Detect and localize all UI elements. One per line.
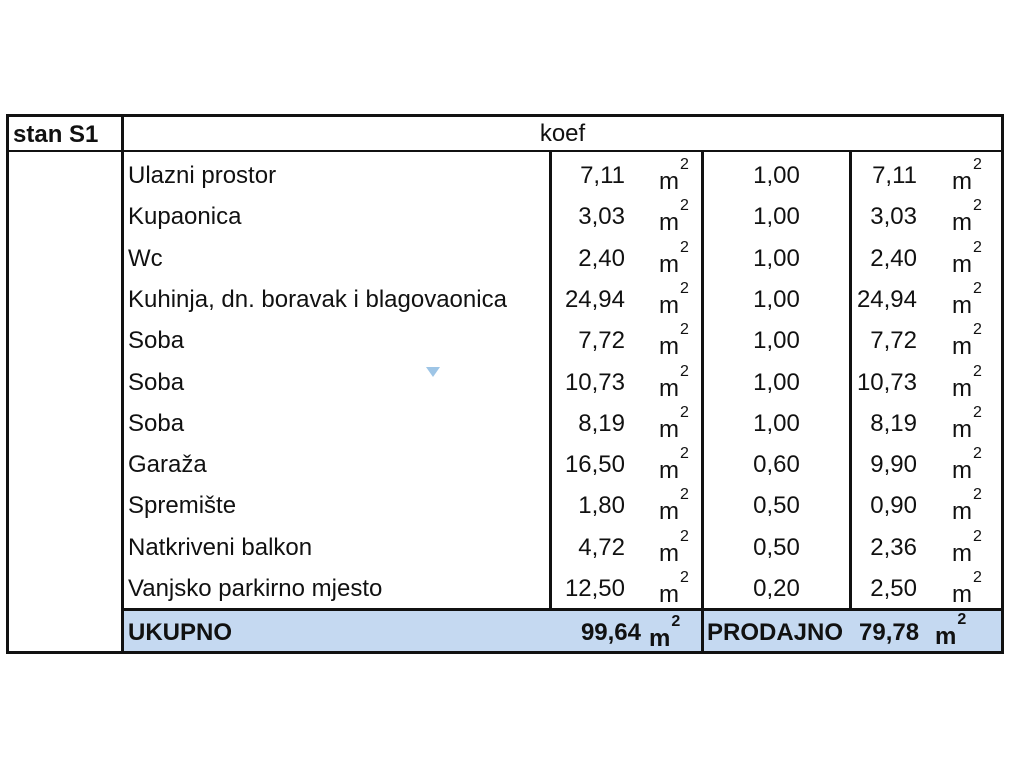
room-area-unit: $m^2$	[659, 197, 689, 236]
room-area: 7,11	[580, 162, 625, 189]
room-area: 2,40	[578, 245, 625, 272]
room-area-unit: $m^2$	[659, 486, 689, 525]
room-name: Ulazni prostor	[128, 162, 277, 189]
room-area-unit: $m^2$	[659, 156, 689, 195]
room-area: 3,03	[578, 203, 625, 230]
room-area-unit: $m^2$	[659, 445, 689, 484]
room-koef: 0,60	[753, 451, 800, 478]
sale-area: 79,78	[859, 619, 920, 646]
room-result: 2,50	[870, 575, 917, 602]
room-koef: 1,00	[753, 369, 800, 396]
room-area-unit: $m^2$	[659, 280, 689, 319]
room-name: Soba	[128, 410, 185, 437]
room-result-unit: $m^2$	[952, 569, 982, 608]
room-result: 9,90	[870, 451, 917, 478]
room-area-unit: $m^2$	[659, 363, 689, 402]
room-result-unit: $m^2$	[952, 321, 982, 360]
room-result-unit: $m^2$	[952, 445, 982, 484]
room-name: Soba	[128, 327, 185, 354]
header-divider	[9, 150, 1001, 152]
room-area: 8,19	[578, 410, 625, 437]
room-koef: 1,00	[753, 327, 800, 354]
room-name: Kuhinja, dn. boravak i blagovaonica	[128, 286, 507, 313]
room-name: Soba	[128, 369, 185, 396]
room-area-unit: $m^2$	[659, 528, 689, 567]
room-koef: 1,00	[753, 162, 800, 189]
room-result-unit: $m^2$	[952, 156, 982, 195]
sale-area-unit: $m^2$	[935, 611, 967, 650]
room-koef: 0,20	[753, 575, 800, 602]
sale-label: PRODAJNO	[707, 619, 844, 646]
coef-header: koef	[539, 120, 586, 147]
room-koef: 1,00	[753, 410, 800, 437]
room-name: Vanjsko parkirno mjesto	[128, 575, 383, 602]
room-area: 10,73	[564, 369, 625, 396]
room-koef: 1,00	[753, 245, 800, 272]
room-area: 1,80	[578, 492, 625, 519]
room-result: 0,90	[870, 492, 917, 519]
room-area: 7,72	[578, 327, 625, 354]
room-result: 2,36	[870, 534, 917, 561]
room-area-unit: $m^2$	[659, 321, 689, 360]
room-area: 4,72	[578, 534, 625, 561]
room-result-unit: $m^2$	[952, 239, 982, 278]
room-result-unit: $m^2$	[952, 404, 982, 443]
area-table	[6, 114, 1004, 654]
room-name: Kupaonica	[128, 203, 242, 230]
room-area: 16,50	[564, 451, 625, 478]
col-divider-label	[121, 117, 124, 651]
room-area-unit: $m^2$	[659, 239, 689, 278]
room-result: 7,11	[872, 162, 917, 189]
room-result: 2,40	[870, 245, 917, 272]
room-area-unit: $m^2$	[659, 404, 689, 443]
total-area-unit: $m^2$	[649, 613, 681, 652]
room-koef: 0,50	[753, 534, 800, 561]
room-area-unit: $m^2$	[659, 569, 689, 608]
room-name: Wc	[128, 245, 163, 272]
total-label: UKUPNO	[128, 619, 233, 646]
room-result: 10,73	[856, 369, 917, 396]
room-koef: 1,00	[753, 203, 800, 230]
room-name: Natkriveni balkon	[128, 534, 313, 561]
total-divider	[124, 608, 1001, 611]
total-area: 99,64	[580, 619, 641, 646]
room-result: 7,72	[870, 327, 917, 354]
room-result-unit: $m^2$	[952, 486, 982, 525]
room-result-unit: $m^2$	[952, 197, 982, 236]
unit-label: stan S1	[13, 121, 99, 148]
room-result: 8,19	[870, 410, 917, 437]
room-area: 12,50	[564, 575, 625, 602]
room-result-unit: $m^2$	[952, 280, 982, 319]
room-result-unit: $m^2$	[952, 528, 982, 567]
room-area: 24,94	[564, 286, 625, 313]
room-name: Garaža	[128, 451, 207, 478]
room-name: Spremište	[128, 492, 237, 519]
room-koef: 1,00	[753, 286, 800, 313]
room-result-unit: $m^2$	[952, 363, 982, 402]
room-result: 24,94	[856, 286, 917, 313]
cell-marker-icon	[426, 367, 440, 377]
room-koef: 0,50	[753, 492, 800, 519]
room-result: 3,03	[870, 203, 917, 230]
